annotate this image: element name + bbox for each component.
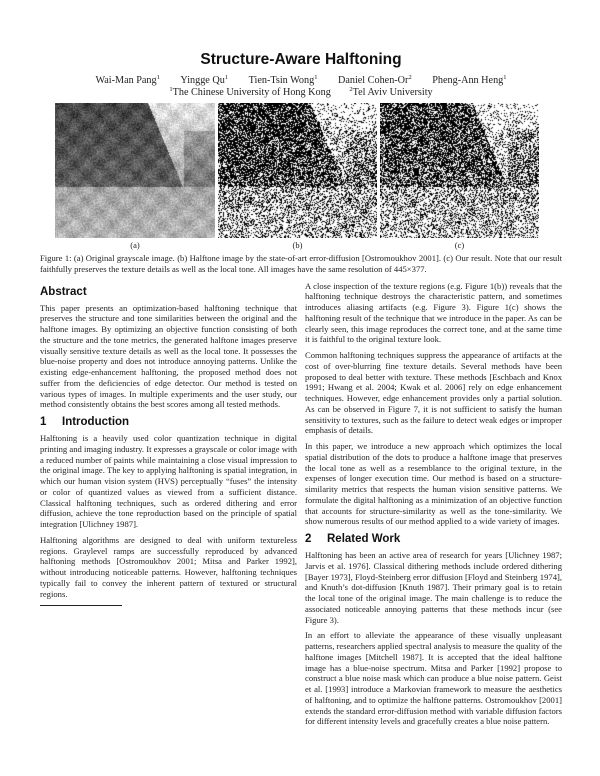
introduction-heading xyxy=(40,415,297,429)
affiliation-mark: 2 xyxy=(349,86,353,93)
author xyxy=(95,75,159,86)
paragraph: Halftoning has been an active area of research for years [Ulichney 1987; Jarvis et al. 1976]. Classical dithering methods include ordered dithering [Bayer 1973], Floyd-Steinberg error diffusion [Floyd and Steinberg 1974], and Knuth’s dot-diffusion [Knuth 1987]. Their primary goal is to retain the local tone of the original image. The main challenge is to reduce the associated noticeable annoying patterns that these methods incur (see Figure 3). xyxy=(305,550,562,625)
author-name: Pheng-Ann Heng xyxy=(432,75,504,86)
author-name: Tien-Tsin Wong xyxy=(248,75,315,86)
paragraph: In an effort to alleviate the appearance of these visually unpleasant patterns, researchers applied spectral analysis to measure the quality of the halftone images [Mitchell 1987]. It is accepted that the ideal halftone image has a blue-noise spectrum. Mitsa and Parker [1992] propose to construct a blue noise mask which can produce a blue noise pattern. Geist et al. [1993] introduce a Markovian framework to measure the aesthetics of halftoning, and to optimize the halftone patterns. Ostromoukhov [2001] extends the standard error-diffusion method with variable diffusion factors for different intensity levels and gracefully creates a blue noise pattern. xyxy=(305,630,562,727)
related-work-heading xyxy=(305,532,562,546)
author-name: Daniel Cohen-Or xyxy=(337,75,409,86)
paragraph: A close inspection of the texture regions (e.g. Figure 1(b)) reveals that the halftoning technique destroys the characteristic pattern, and sometimes introduces aliasing artifacts (e.g. Figure 3). Figure 1(c) shows the halftoning result of the technique that we introduce in the paper. As can be clearly seen, this image reproduces the correct tone, and at the same time it is faithful to the original texture look. xyxy=(305,280,562,345)
author xyxy=(180,75,228,86)
footnote-rule xyxy=(40,605,122,606)
section-title: Related Work xyxy=(327,533,401,546)
subfigure-b xyxy=(218,103,377,251)
section-number: 2 xyxy=(305,533,312,546)
author-name: Wai-Man Pang xyxy=(95,75,157,86)
affiliation-mark: 1 xyxy=(314,74,318,81)
abstract-text: This paper presents an optimization-based halftoning technique that preserves the structure and tone similarities between the original and the halftone images. By optimizing an objective function consisting of both the structure and the tone metrics, the generated halftone images preserve visually sensitive texture details as well as the local tone. It possesses the blue-noise property and does not introduce annoying patterns. Unlike the existing edge-enhancement halftoning, the proposed method does not suffer from the deficiencies of edge detector. Our method is tested on various types of images. In multiple experiments and the user study, our method consistently obtains the best scores among all tested methods. xyxy=(40,302,297,410)
left-column xyxy=(40,281,297,733)
author-list xyxy=(40,75,562,87)
author xyxy=(249,75,318,86)
subfigure-label-b: (b) xyxy=(292,240,303,250)
figure-image-original-grayscale xyxy=(55,103,215,238)
affiliation-mark: 1 xyxy=(169,86,173,93)
affiliation-mark: 1 xyxy=(156,74,160,81)
affiliation xyxy=(349,87,432,98)
author xyxy=(432,75,506,86)
figure-image-error-diffusion-halftone xyxy=(218,103,377,238)
paragraph: Common halftoning techniques suppress the appearance of artifacts at the cost of over-blurring fine texture details. Several methods have been proposed to deal better with texture. These methods [Eschbach and Knox 1991; Hwang et al. 2004; Kwak et al. 2006] rely on edge enhancement techniques. However, edge enhancement provides only a partial solution. As can be observed in Figure 7, it is not sufficient to satisfy the human sensitivity to textures, such as the failure to detect weak edges or improper emphasis of details. xyxy=(305,350,562,436)
subfigure-label-c: (c) xyxy=(454,240,465,250)
paragraph: Halftoning algorithms are designed to deal with uniform textureless regions. Graylevel ramps are successfully reproduced by advanced halftoning methods [Ostromoukhov 2001; Mitsa and Parker 1992], without introducing noticeable patterns. However, halftoning techniques typically fail to convey the inherent pattern of textured or structural regions. xyxy=(40,534,297,599)
subfigure-c xyxy=(380,103,539,251)
right-column xyxy=(305,281,562,733)
affiliation xyxy=(169,87,330,98)
paragraph: Halftoning is a heavily used color quantization technique in digital printing and imaging industry. It expresses a grayscale or color image with a reduced number of paints while maintaining a close visual impression to the original image. The key to applying halftoning is spatial integration, in which our human vision system (HVS) perceptually “fuses” the intensity or color of quantized values as viewed from a sufficient distance. Classical halftoning techniques, such as ordered dithering and error diffusion, achieve the tone reproduction based on the principle of spatial integration [Ulichney 1987]. xyxy=(40,433,297,530)
subfigure-label-a: (a) xyxy=(130,240,140,250)
figure-image-structure-aware-halftone xyxy=(380,103,539,238)
two-column-body xyxy=(40,281,562,733)
affiliation-mark: 1 xyxy=(224,74,229,81)
section-number: 1 xyxy=(40,416,47,429)
author xyxy=(338,75,412,86)
author-name: Yingge Qu xyxy=(180,75,225,86)
paragraph: In this paper, we introduce a new approach which optimizes the local spatial distribution of the dots to produce a halftone image that preserves the local tone as well as a resemblance to the original texture, in the expenses of longer execution time. Our method is based on a structure-similarity metrics that respects the human vision sensitive patterns. We formulate the digital halftoning as a minimization of an objective function that accounts for structure-similarity as well as the tone-similarity. We show numerous results of our method applied to a wide variety of images. xyxy=(305,441,562,527)
paper-title: Structure-Aware Halftoning xyxy=(200,51,402,68)
subfigure-a xyxy=(55,103,215,251)
affiliation-mark: 1 xyxy=(503,74,507,81)
abstract-heading: Abstract xyxy=(40,285,87,298)
affiliation-list xyxy=(40,87,562,99)
figure-caption: Figure 1: (a) Original grayscale image. (b) Halftone image by the state-of-art error-diffusion [Ostromoukhov 2001]. (c) Our result. Note that our result faithfully preserves the texture details as well as the local tone. All images have the same resolution of 445×377. xyxy=(40,253,562,274)
affiliation-name: Tel Aviv University xyxy=(352,87,433,98)
affiliation-mark: 2 xyxy=(408,74,412,81)
section-title: Introduction xyxy=(62,416,130,429)
figure-1 xyxy=(55,103,562,251)
affiliation-name: The Chinese University of Hong Kong xyxy=(172,87,331,98)
